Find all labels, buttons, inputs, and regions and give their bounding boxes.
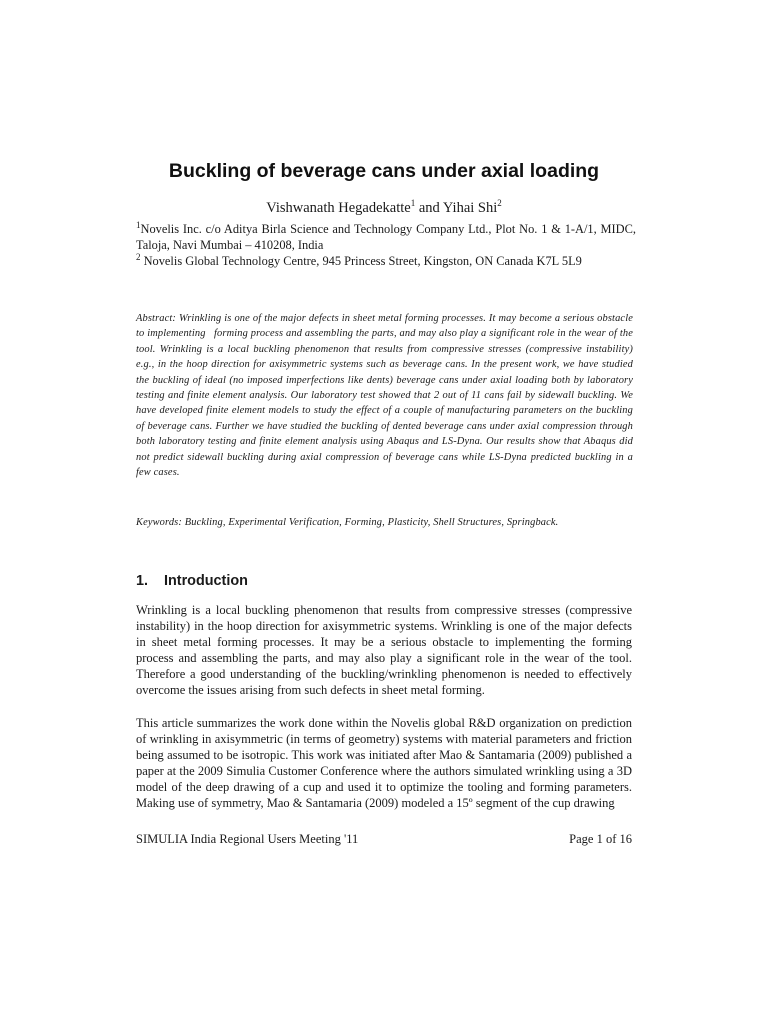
abstract: Abstract: Wrinkling is one of the major defects in sheet metal forming processes. It may become a serious obstacle to implementing forming process and assembling the parts, and may also play a significant role in the wear of the tool. Wrinkling is a local buckling phenomenon that results from compressive stresses (compressive instability) e.g., in the hoop direction for axisymmetric systems such as beverage cans. In the present work, we have studied the buckling of ideal (no imposed imperfections like dents) beverage cans under axial loading both by laboratory testing and finite element analysis. Our laboratory test showed that 2 out of 11 cans fail by sidewall buckling. We have developed finite element models to study the effect of a couple of manufacturing parameters on the buckling of beverage cans. Further we have studied the buckling of dented beverage cans under axial compression through both laboratory testing and finite element analysis using Abaqus and LS-Dyna. Our results show that Abaqus did not predict sidewall buckling during axial compression of beverage cans while LS-Dyna predicted buckling in a few cases. <box>136 313 636 479</box>
author-line <box>0 200 768 217</box>
section-title: Introduction <box>164 573 248 589</box>
author-1: Vishwanath Hegadekatte <box>266 200 411 216</box>
footer-page-number: Page 1 of 16 <box>569 832 632 846</box>
section-number: 1. <box>136 573 149 589</box>
affiliation-1-marker: 1 <box>136 219 141 230</box>
affiliation-2 <box>136 253 636 269</box>
author-2: Yihai Shi <box>442 200 498 216</box>
author-conjunction: and <box>415 200 443 216</box>
footer-meeting-name: SIMULIA India Regional Users Meeting '11 <box>136 832 359 846</box>
affiliation-2-text: Novelis Global Technology Centre, 945 Princess Street, Kingston, ON Canada K7L 5L9 <box>140 254 582 268</box>
affiliations <box>136 221 636 269</box>
section-heading <box>136 573 248 589</box>
affiliation-1 <box>136 221 636 253</box>
paper-title: Buckling of beverage cans under axial loading <box>168 160 600 182</box>
body-paragraph: Wrinkling is a local buckling phenomenon that results from compressive stresses (compressive instability) in the hoop direction for axisymmetric systems. Wrinkling is one of the major defects in sheet metal forming processes. It may be a serious obstacle to implementing the forming process and assembling the parts, and may also play a significant role in the wear of the tool. Therefore a good understanding of the buckling/wrinkling phenomenon is needed to effectively overcome the issues arising from such defects in sheet metal forming. <box>136 603 632 697</box>
author-2-affiliation-marker: 2 <box>497 198 502 209</box>
body-paragraph: This article summarizes the work done within the Novelis global R&D organization on prediction of wrinkling in axisymmetric (in terms of geometry) systems with material parameters and friction being assumed to be isotropic. This work was initiated after Mao & Santamaria (2009) published a paper at the 2009 Simulia Customer Conference where the authors simulated wrinkling using a 3D model of the deep drawing of a cup and used it to optimize the tooling and forming parameters. Making use of symmetry, Mao & Santamaria (2009) modeled a 15º segment of the cup drawing <box>136 716 632 810</box>
affiliation-2-marker: 2 <box>136 251 141 262</box>
keywords: Keywords: Buckling, Experimental Verification, Forming, Plasticity, Shell Structures, Springback. <box>136 517 559 528</box>
author-1-affiliation-marker: 1 <box>410 198 416 209</box>
affiliation-1-text: Novelis Inc. c/o Aditya Birla Science and Technology Company Ltd., Plot No. 1 & 1-A/1, MIDC, Taloja, Navi Mumbai – 410208, India <box>136 222 636 252</box>
